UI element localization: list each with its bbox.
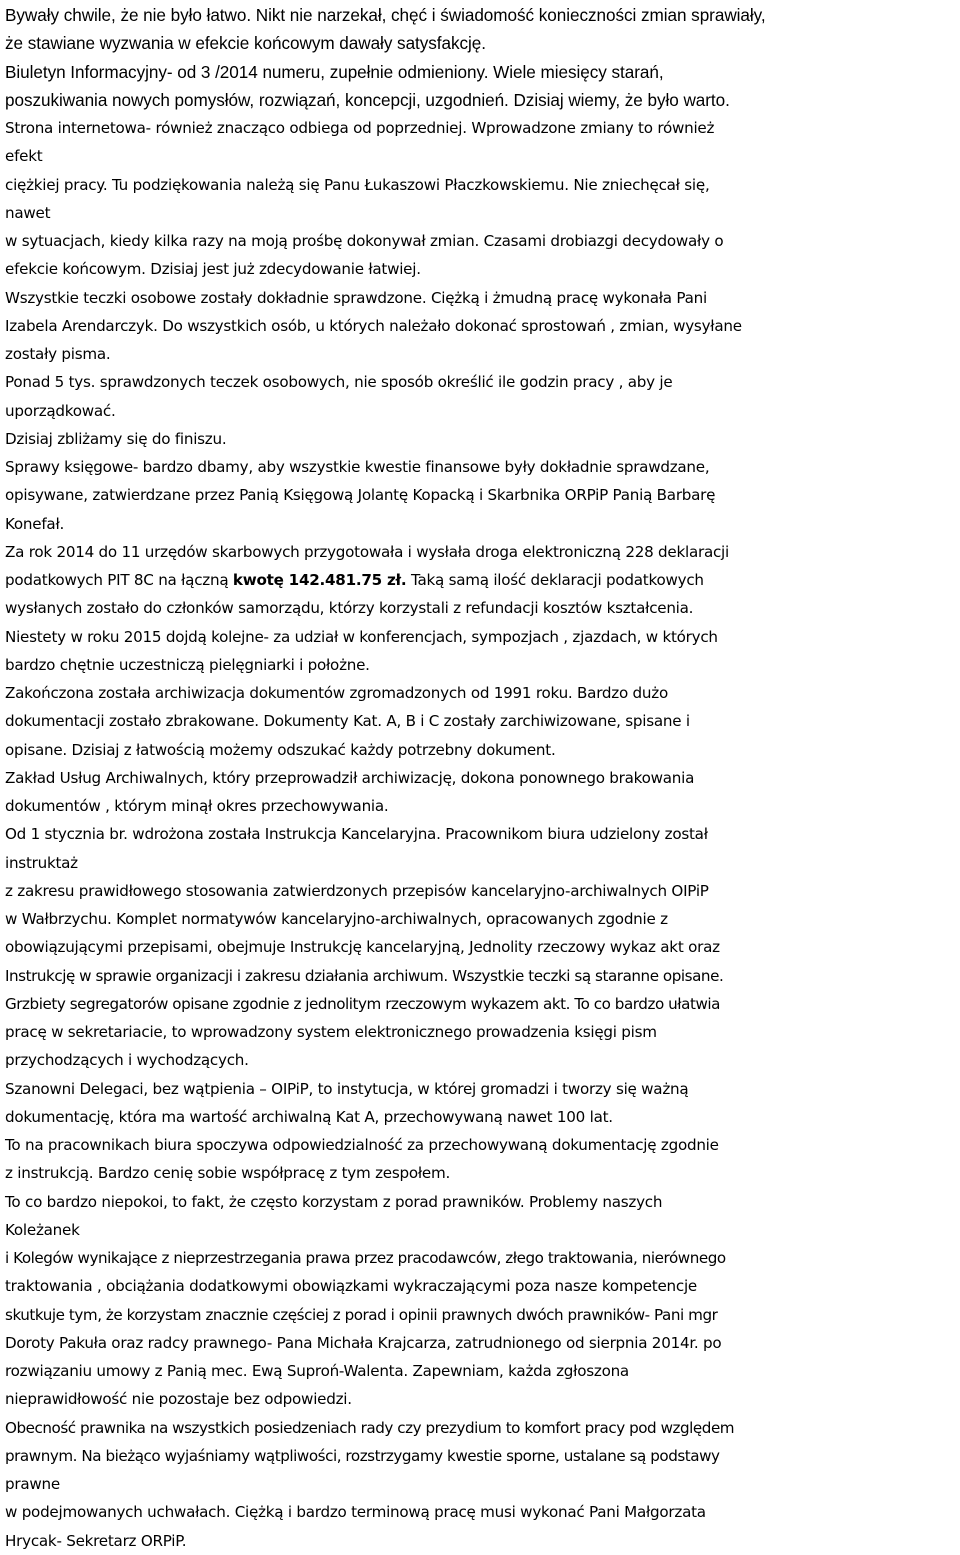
text-line-after: Taką samą ilość deklaracji podatkowych	[406, 571, 704, 589]
text-line: że stawiane wyzwania w efekcie końcowym dawały satysfakcję.	[5, 33, 486, 54]
text-line: To na pracownikach biura spoczywa odpowiedzialność za przechowywaną dokumentację zgodnie	[5, 1136, 719, 1154]
text-line: instruktaż	[5, 853, 78, 872]
text-line: Ponad 5 tys. sprawdzonych teczek osobowych, nie sposób określić ile godzin pracy , aby je	[5, 373, 673, 392]
tax-amount: kwotę 142.481.75 zł.	[232, 571, 407, 589]
text-line: prawnym. Na bieżąco wyjaśniamy wątpliwości, rozstrzygamy kwestie sporne, ustalane są podstawy	[5, 1446, 720, 1465]
text-line: Zakład Usług Archiwalnych, który przeprowadził archiwizację, dokona ponownego brakowania	[5, 768, 695, 787]
text-line: traktowania , obciążania dodatkowymi obowiązkami wykraczającymi poza nasze kompetencje	[5, 1277, 698, 1296]
text-line: rozwiązaniu umowy z Panią mec. Ewą Suproń-Walenta. Zapewniam, każda zgłoszona	[5, 1362, 629, 1380]
text-line: To co bardzo niepokoi, to fakt, że często korzystam z porad prawników. Problemy naszych	[5, 1192, 663, 1211]
text-line: Za rok 2014 do 11 urzędów skarbowych przygotowała i wysłała droga elektroniczną 228 deklaracji	[5, 542, 729, 561]
text-line: dokumentacji zostało zbrakowane. Dokumenty Kat. A, B i C zostały zarchiwizowane, spisane i	[5, 712, 690, 731]
text-line: efekcie końcowym. Dzisiaj jest już zdecydowanie łatwiej.	[5, 260, 421, 279]
text-line: nawet	[5, 203, 51, 222]
text-line: Grzbiety segregatorów opisane zgodnie z jednolitym rzeczowym wykazem akt. To co bardzo ułatwia	[5, 994, 720, 1013]
text-line: Hrycak- Sekretarz ORPiP.	[5, 1531, 187, 1550]
text-line: Dzisiaj zbliżamy się do finiszu.	[5, 429, 227, 448]
text-line: nieprawidłowość nie pozostaje bez odpowiedzi.	[5, 1390, 352, 1409]
text-line: Biuletyn Informacyjny- od 3 /2014 numeru, zupełnie odmieniony. Wiele miesięcy starań,	[5, 61, 664, 82]
text-line: z instrukcją. Bardzo cenię sobie współpracę z tym zespołem.	[5, 1164, 451, 1183]
text-line: zostały pisma.	[5, 345, 111, 363]
text-line: obowiązującymi przepisami, obejmuje Instrukcję kancelaryjną, Jednolity rzeczowy wykaz akt oraz	[5, 938, 720, 957]
text-line: dokumentów , którym minął okres przechowywania.	[5, 797, 389, 815]
text-line: Niestety w roku 2015 dojdą kolejne- za udział w konferencjach, sympozjach , zjazdach, w których	[5, 627, 718, 646]
text-line: ciężkiej pracy. Tu podziękowania należą się Panu Łukaszowi Płaczkowskiemu. Nie zniechęcał się,	[5, 175, 710, 194]
text-line: poszukiwania nowych pomysłów, rozwiązań, koncepcji, uzgodnień. Dzisiaj wiemy, że było warto.	[5, 89, 730, 110]
text-line: skutkuje tym, że korzystam znacznie częściej z porad i opinii prawnych dwóch prawników- Pani mgr	[5, 1305, 718, 1324]
text-line: Instrukcję w sprawie organizacji i zakresu działania archiwum. Wszystkie teczki są staranne opisane.	[5, 966, 724, 985]
text-line: z zakresu prawidłowego stosowania zatwierdzonych przepisów kancelaryjno-archiwalnych OIPiP	[5, 881, 709, 900]
text-line: Koleżanek	[5, 1220, 80, 1239]
text-line: efekt	[5, 147, 43, 166]
text-line: Sprawy księgowe- bardzo dbamy, aby wszystkie kwestie finansowe były dokładnie sprawdzane,	[5, 458, 710, 476]
text-line: Obecność prawnika na wszystkich posiedzeniach rady czy prezydium to komfort pracy pod względem	[5, 1418, 735, 1437]
text-line-with-amount	[5, 566, 960, 594]
text-line: Konefał.	[5, 514, 65, 533]
text-line: Szanowni Delegaci, bez wątpienia – OIPiP, to instytucja, w której gromadzi i tworzy się ważną	[5, 1079, 689, 1098]
text-line: w podejmowanych uchwałach. Ciężką i bardzo terminową pracę musi wykonać Pani Małgorzata	[5, 1503, 706, 1522]
text-line: opisywane, zatwierdzane przez Panią Księgową Jolantę Kopacką i Skarbnika ORPiP Panią Barbarę	[5, 486, 716, 505]
text-line: Zakończona została archiwizacja dokumentów zgromadzonych od 1991 roku. Bardzo dużo	[5, 684, 668, 702]
text-line: Wszystkie teczki osobowe zostały dokładnie sprawdzone. Ciężką i żmudną pracę wykonała Pani	[5, 288, 707, 307]
text-line: Doroty Pakuła oraz radcy prawnego- Pana Michała Krajcarza, zatrudnionego od sierpnia 2014r. po	[5, 1333, 722, 1352]
text-line: Od 1 stycznia br. wdrożona została Instrukcja Kancelaryjna. Pracownikom biura udzielony został	[5, 825, 708, 844]
text-line: i Kolegów wynikające z nieprzestrzegania prawa przez pracodawców, złego traktowania, nierównego	[5, 1249, 726, 1267]
text-line: Bywały chwile, że nie było łatwo. Nikt nie narzekał, chęć i świadomość konieczności zmian sprawiały,	[5, 5, 766, 25]
text-line: w sytuacjach, kiedy kilka razy na moją prośbę dokonywał zmian. Czasami drobiazgi decydowały o	[5, 232, 724, 250]
text-line: Strona internetowa- również znacząco odbiega od poprzedniej. Wprowadzone zmiany to również	[5, 119, 715, 137]
text-line: uporządkować.	[5, 401, 116, 420]
text-line-before: podatkowych PIT 8C na łączną	[5, 571, 233, 589]
text-line: wysłanych zostało do członków samorządu, którzy korzystali z refundacji kosztów kształcenia.	[5, 599, 694, 618]
text-line: dokumentację, która ma wartość archiwalną Kat A, przechowywaną nawet 100 lat.	[5, 1107, 613, 1126]
text-line: przychodzących i wychodzących.	[5, 1051, 249, 1070]
text-line: bardzo chętnie uczestniczą pielęgniarki i położne.	[5, 655, 370, 674]
text-line: w Wałbrzychu. Komplet normatywów kancelaryjno-archiwalnych, opracowanych zgodnie z	[5, 910, 668, 928]
text-line: pracę w sekretariacie, to wprowadzony system elektronicznego prowadzenia księgi pism	[5, 1023, 657, 1041]
text-line: prawne	[5, 1475, 60, 1493]
text-line: Izabela Arendarczyk. Do wszystkich osób, u których należało dokonać sprostowań , zmian, wysyłane	[5, 316, 742, 335]
text-line: opisane. Dzisiaj z łatwością możemy odszukać każdy potrzebny dokument.	[5, 740, 556, 759]
